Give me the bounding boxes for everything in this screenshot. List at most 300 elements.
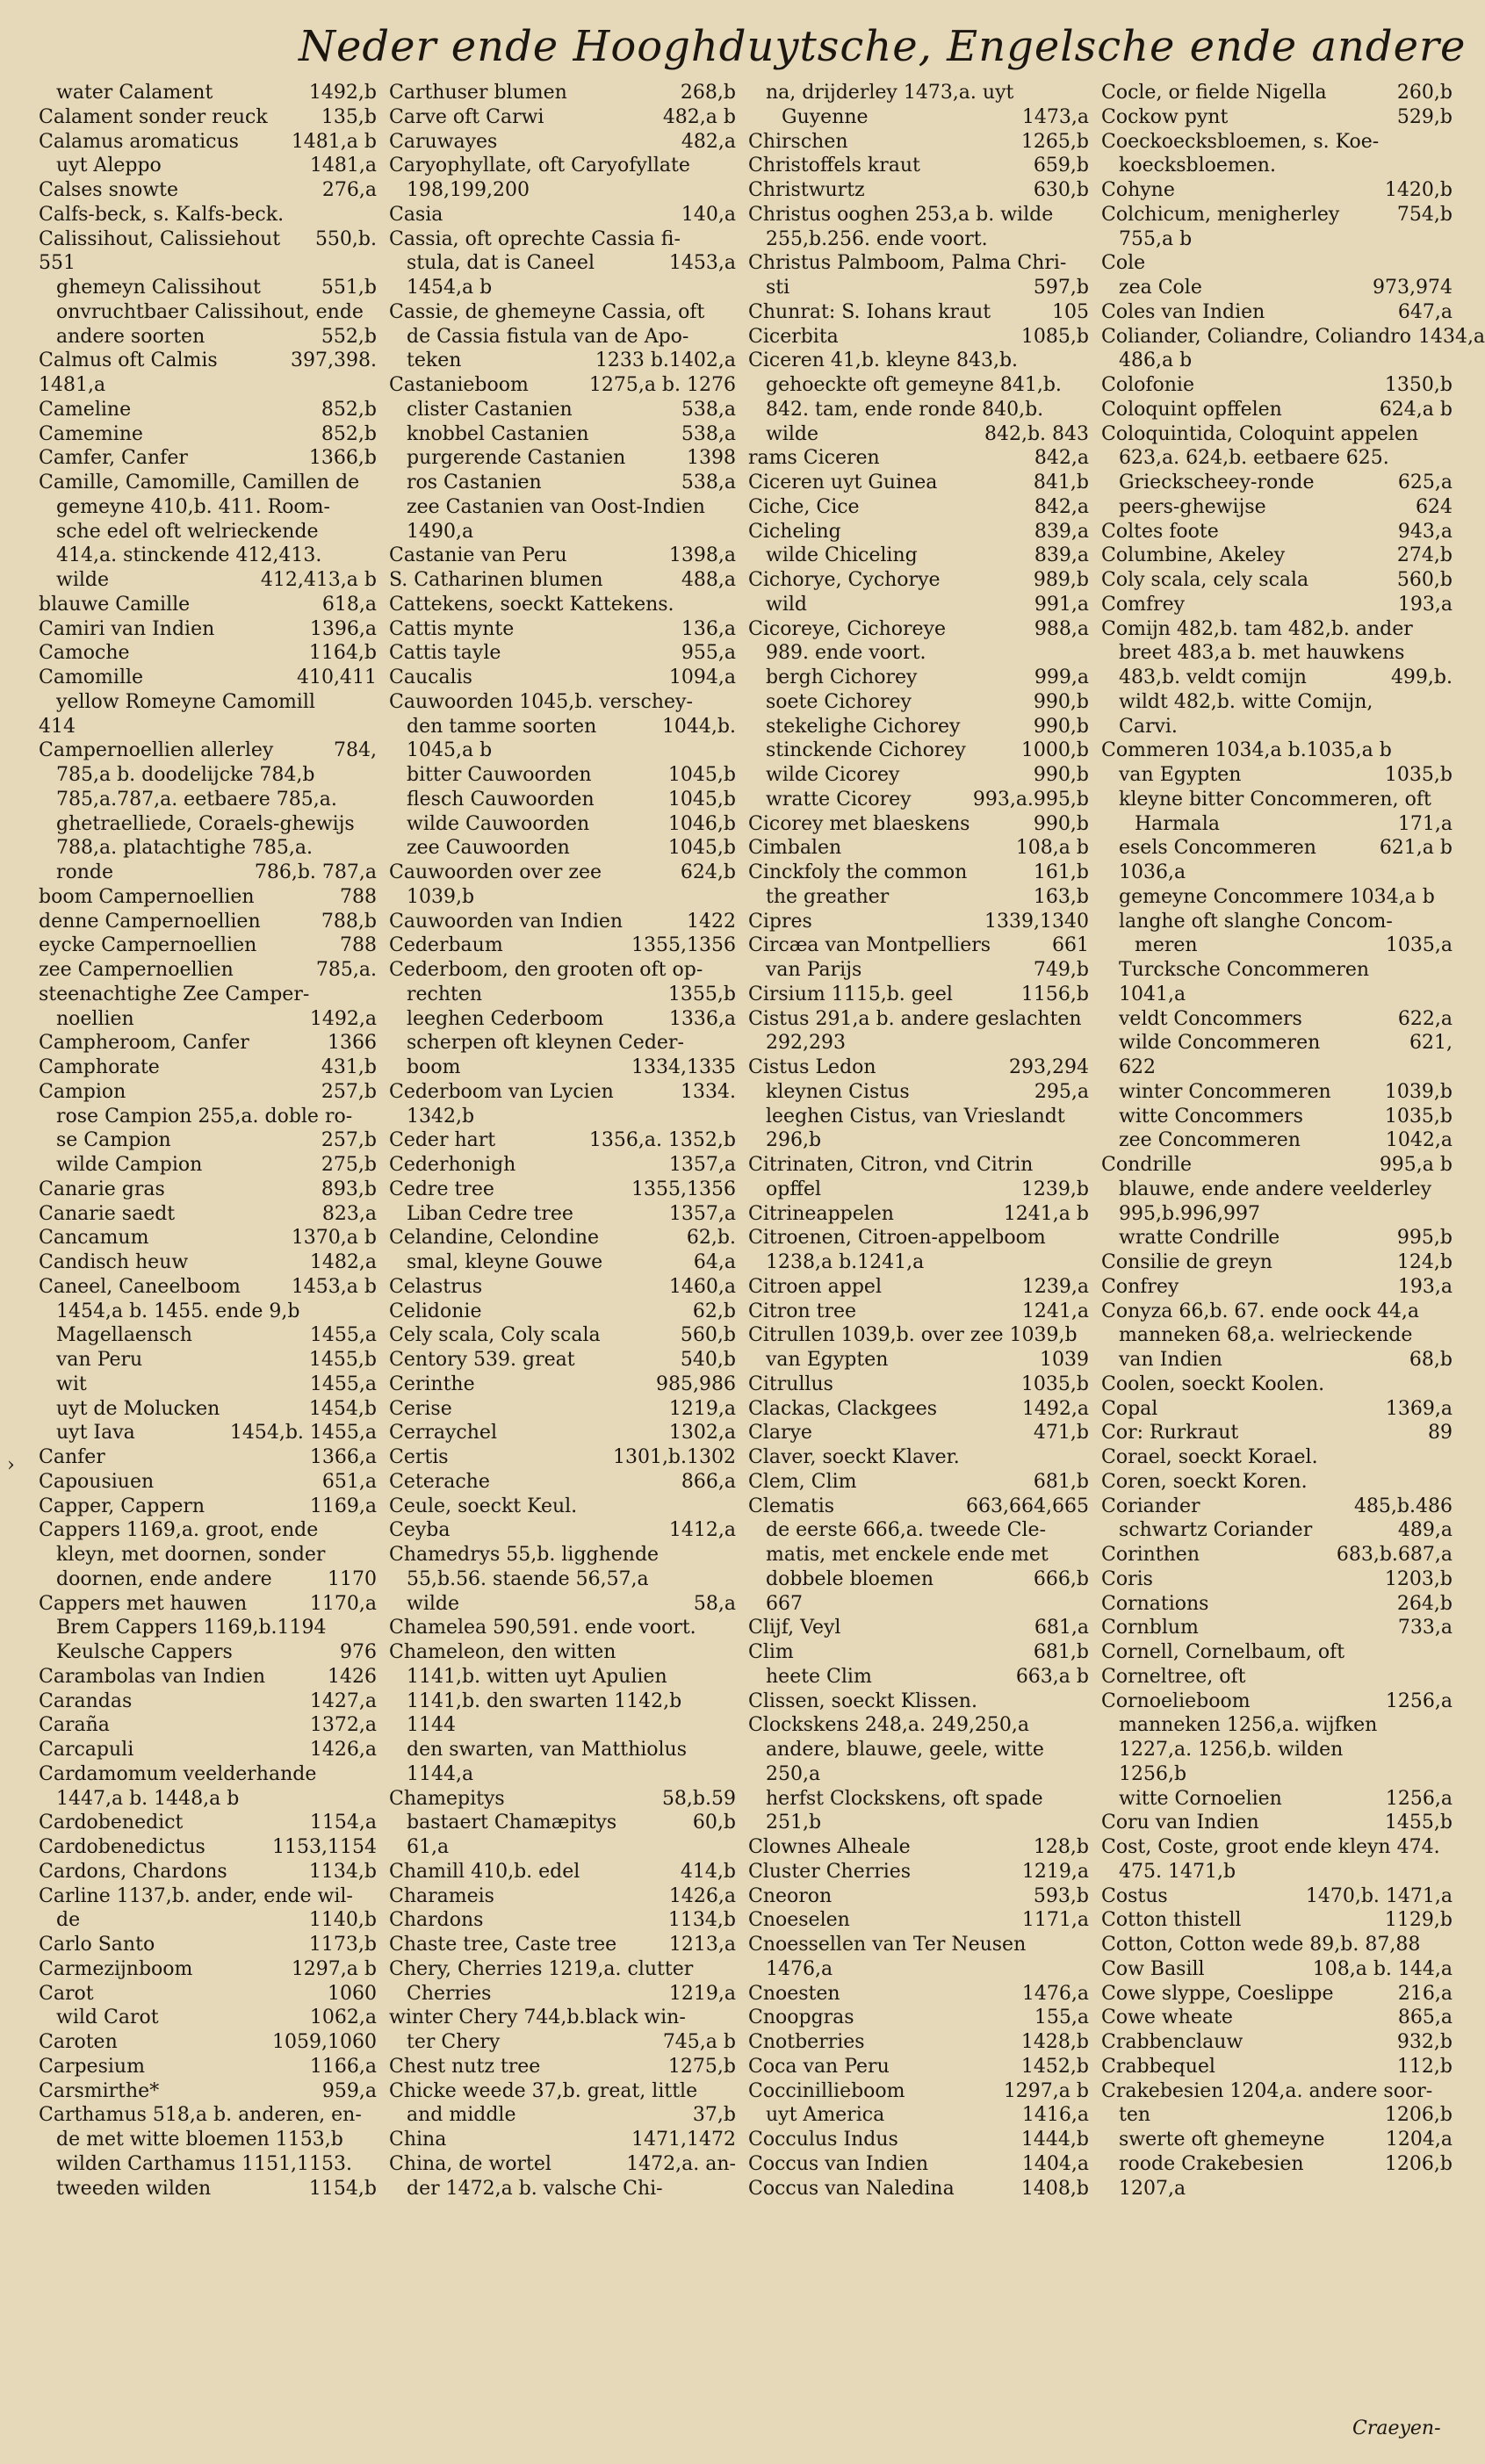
entry-term: S. Catharinen blumen xyxy=(389,569,603,591)
index-entry xyxy=(39,1787,377,1812)
index-entry xyxy=(748,2103,1089,2128)
entry-term: Corinthen xyxy=(1101,1544,1200,1566)
entry-page-ref: 865,a xyxy=(1397,2007,1453,2029)
index-entry xyxy=(1101,105,1453,130)
entry-term: purgerende Castanien xyxy=(407,447,626,470)
entry-page-ref: 659,b xyxy=(1033,155,1089,177)
entry-page-ref: 1241,a b xyxy=(1003,1202,1089,1225)
index-entry xyxy=(39,446,377,471)
entry-term: Christus Palmboom, Palma Chri- xyxy=(748,252,1067,275)
entry-page-ref: 257,b xyxy=(321,1080,377,1103)
index-entry xyxy=(1101,1250,1453,1275)
index-entry xyxy=(748,1884,1089,1909)
entry-term: 1454,a b xyxy=(407,277,493,299)
index-entry xyxy=(748,738,1089,763)
entry-page-ref: 973,974 xyxy=(1373,277,1453,299)
entry-page-ref: 1355,1356 xyxy=(631,1178,736,1200)
entry-term: Clem, Clim xyxy=(748,1470,857,1493)
entry-term: Keulsche Cappers xyxy=(56,1641,233,1663)
index-entry xyxy=(748,1689,1089,1714)
index-entry xyxy=(39,690,377,715)
entry-page-ref: 58,a xyxy=(693,1592,736,1615)
index-entry xyxy=(389,227,736,252)
entry-term: wilde Cicorey xyxy=(766,764,900,786)
entry-term: Cistus Ledon xyxy=(748,1056,876,1078)
entry-term: 296,b xyxy=(766,1129,822,1152)
entry-term: Chamelea 590,591. ende voort. xyxy=(389,1617,696,1639)
entry-page-ref: 618,a xyxy=(321,593,377,616)
index-entry xyxy=(1101,1665,1453,1689)
entry-term: na, drijderley 1473,a. uyt xyxy=(766,82,1014,104)
index-entry xyxy=(389,154,736,178)
entry-page-ref: 1420,b xyxy=(1384,179,1453,201)
entry-term: scherpen oft kleynen Ceder- xyxy=(407,1032,684,1055)
entry-page-ref: 893,b xyxy=(321,1178,377,1200)
entry-term: Campernoellien allerley xyxy=(39,739,274,762)
entry-page-ref: 1153,1154 xyxy=(272,1836,377,1858)
entry-term: Chamill 410,b. edel xyxy=(389,1860,580,1883)
entry-page-ref: 1455,a xyxy=(309,1324,377,1347)
entry-term: Cedre tree xyxy=(389,1178,494,1200)
entry-term: 785,a b. doodelijcke 784,b xyxy=(56,764,315,786)
entry-term: leeghen Cistus, van Vrieslandt xyxy=(766,1105,1065,1128)
entry-page-ref: 1156,b xyxy=(1020,983,1089,1005)
index-entry xyxy=(389,1202,736,1227)
index-entry xyxy=(389,1689,736,1714)
entry-term: 1141,b. witten uyt Apulien xyxy=(407,1665,667,1688)
entry-term: denne Campernoellien xyxy=(39,910,261,933)
index-entry xyxy=(389,130,736,155)
entry-term: van Peru xyxy=(56,1349,143,1371)
index-entry xyxy=(748,1275,1089,1300)
entry-term: Carthamus 518,a b. anderen, en- xyxy=(39,2104,362,2127)
index-entry xyxy=(748,910,1089,934)
index-entry xyxy=(1101,1323,1453,1348)
entry-term: 622 xyxy=(1119,1056,1156,1078)
entry-term: 623,a. 624,b. eetbaere 625. xyxy=(1119,447,1389,470)
entry-term: Cardobenedictus xyxy=(39,1836,205,1858)
index-entry xyxy=(748,568,1089,593)
catchword: Craeyen- xyxy=(1352,2417,1441,2439)
index-entry xyxy=(748,1421,1089,1445)
entry-page-ref: 1366,a xyxy=(309,1446,377,1468)
index-entry xyxy=(1101,1592,1453,1617)
entry-page-ref: 1035,b xyxy=(1384,1105,1453,1128)
entry-page-ref: 1000,b xyxy=(1020,739,1089,762)
entry-page-ref: 839,a xyxy=(1034,544,1089,567)
index-entry xyxy=(39,2103,377,2128)
index-entry xyxy=(389,715,736,739)
entry-term: Ciceren uyt Guinea xyxy=(748,472,938,494)
index-entry xyxy=(748,1055,1089,1080)
index-entry xyxy=(748,958,1089,983)
index-entry xyxy=(389,1665,736,1689)
index-entry xyxy=(389,641,736,666)
entry-page-ref: 823,a xyxy=(321,1202,377,1225)
entry-term: se Campion xyxy=(56,1129,171,1152)
entry-page-ref: 538,a xyxy=(681,398,736,421)
entry-page-ref: 624,b xyxy=(680,861,736,883)
entry-page-ref: 1171,a xyxy=(1021,1909,1089,1932)
index-entry xyxy=(1101,1884,1453,1909)
index-entry xyxy=(1101,1105,1453,1129)
index-entry xyxy=(39,300,377,325)
entry-page-ref: 1059,1060 xyxy=(272,2031,377,2053)
entry-page-ref: 1275,b xyxy=(667,2055,736,2078)
index-entry xyxy=(39,373,377,398)
index-entry xyxy=(389,983,736,1007)
index-entry xyxy=(389,398,736,422)
index-entry xyxy=(39,933,377,958)
entry-term: Cornell, Cornelbaum, oft xyxy=(1101,1641,1345,1663)
entry-page-ref: 37,b xyxy=(692,2104,736,2127)
entry-term: 995,b.996,997 xyxy=(1119,1202,1261,1225)
entry-term: Citron tree xyxy=(748,1300,857,1322)
index-entry xyxy=(1101,1226,1453,1250)
entry-page-ref: 1453,a xyxy=(668,252,736,275)
index-entry xyxy=(389,2030,736,2055)
index-entry xyxy=(39,1640,377,1665)
index-entry xyxy=(389,788,736,812)
entry-term: Coltes foote xyxy=(1101,520,1219,543)
entry-page-ref: 538,a xyxy=(681,422,736,445)
index-entry xyxy=(1101,1860,1453,1884)
entry-page-ref: 1422 xyxy=(687,910,736,933)
entry-term: Citrineappelen xyxy=(748,1202,894,1225)
index-entry xyxy=(389,446,736,471)
entry-page-ref: 68,b xyxy=(1409,1349,1453,1371)
entry-term: de Cassia fistula van de Apo- xyxy=(407,325,689,348)
entry-page-ref: 60,b xyxy=(692,1812,736,1834)
index-entry xyxy=(389,1762,736,1787)
index-entry xyxy=(389,690,736,715)
entry-term: Castanieboom xyxy=(389,374,529,396)
entry-page-ref: 842,a xyxy=(1034,495,1089,518)
entry-page-ref: 647,a xyxy=(1397,300,1453,323)
entry-term: Clijf, Veyl xyxy=(748,1617,841,1639)
entry-page-ref: 1154,a xyxy=(309,1812,377,1834)
index-entry xyxy=(39,178,377,203)
entry-term: zee Campernoellien xyxy=(39,959,234,981)
entry-page-ref: 955,a xyxy=(681,642,736,665)
entry-page-ref: 1460,a xyxy=(668,1275,736,1298)
entry-page-ref: 624,a b xyxy=(1379,398,1453,421)
entry-term: Cnoopgras xyxy=(748,2007,854,2029)
entry-term: 755,a b xyxy=(1119,227,1193,250)
margin-mark: › xyxy=(7,1454,15,1476)
index-entry xyxy=(389,617,736,642)
entry-term: Crabbequel xyxy=(1101,2055,1215,2078)
entry-page-ref: 785,a. xyxy=(315,959,377,981)
entry-term: 1045,a b xyxy=(407,739,493,762)
entry-term: van Egypten xyxy=(766,1349,889,1371)
index-entry xyxy=(748,885,1089,910)
entry-page-ref: 431,b xyxy=(321,1056,377,1078)
entry-term: clister Castanien xyxy=(407,398,573,421)
index-entry xyxy=(39,1860,377,1884)
index-entry xyxy=(748,373,1089,398)
index-entry xyxy=(1101,788,1453,812)
index-entry xyxy=(39,349,377,373)
entry-term: Cherries xyxy=(407,1982,492,2005)
index-entry xyxy=(748,1665,1089,1689)
index-entry xyxy=(389,544,736,568)
entry-term: Crabbenclauw xyxy=(1101,2031,1244,2053)
entry-page-ref: 651,a xyxy=(321,1470,377,1493)
entry-term: Clim xyxy=(748,1641,794,1663)
entry-term: 1207,a xyxy=(1119,2177,1186,2200)
index-entry xyxy=(39,861,377,885)
entry-term: 1144 xyxy=(407,1714,456,1737)
index-entry xyxy=(1101,958,1453,983)
entry-term: flesch Cauwoorden xyxy=(407,788,595,811)
entry-page-ref: 989,b xyxy=(1033,569,1089,591)
entry-page-ref: 745,a b xyxy=(662,2031,736,2053)
index-entry xyxy=(748,1738,1089,1762)
index-entry xyxy=(389,1957,736,1982)
entry-term: 1141,b. den swarten 1142,b xyxy=(407,1689,682,1712)
entry-page-ref: 1455,b xyxy=(308,1349,377,1371)
entry-page-ref: 1426 xyxy=(328,1665,377,1688)
entry-term: Campion xyxy=(39,1080,126,1103)
index-entry xyxy=(39,1689,377,1714)
entry-term: Clownes Alheale xyxy=(748,1836,911,1858)
index-entry xyxy=(389,593,736,617)
entry-page-ref: 62,b. xyxy=(686,1227,736,1250)
index-entry xyxy=(748,1153,1089,1178)
index-entry xyxy=(39,1957,377,1982)
index-entry xyxy=(389,81,736,105)
entry-term: Chaste tree, Caste tree xyxy=(389,1934,617,1956)
entry-term: Grieckscheey-ronde xyxy=(1119,472,1315,494)
index-entry xyxy=(39,1007,377,1032)
entry-page-ref: 1035,a xyxy=(1385,934,1453,957)
index-entry xyxy=(748,1445,1089,1470)
entry-term: Castanie van Peru xyxy=(389,544,567,567)
index-entry xyxy=(1101,1080,1453,1105)
index-entry xyxy=(39,130,377,155)
entry-term: Cohyne xyxy=(1101,179,1175,201)
index-entry xyxy=(1101,325,1485,349)
entry-term: Cornoelieboom xyxy=(1101,1689,1251,1712)
index-entry xyxy=(39,1762,377,1787)
entry-page-ref: 551,b xyxy=(321,277,377,299)
index-entry xyxy=(39,1153,377,1178)
index-entry xyxy=(1101,300,1453,325)
entry-term: Canarie saedt xyxy=(39,1202,176,1225)
entry-term: Cattis mynte xyxy=(389,617,515,640)
entry-term: eycke Campernoellien xyxy=(39,934,257,957)
index-entry xyxy=(748,154,1089,178)
index-entry xyxy=(39,1543,377,1567)
entry-page-ref: 482,a xyxy=(681,130,736,153)
entry-term: Coeckoecksbloemen, s. Koe- xyxy=(1101,130,1380,153)
entry-term: sche edel oft welrieckende xyxy=(56,520,319,543)
entry-page-ref: 788,b xyxy=(321,910,377,933)
entry-page-ref: 1233 b.1402,a xyxy=(595,349,736,372)
entry-page-ref: 1427,a xyxy=(309,1689,377,1712)
index-entry xyxy=(748,788,1089,812)
index-entry xyxy=(389,325,736,349)
index-entry xyxy=(748,1250,1089,1275)
entry-page-ref: 1472,a. an- xyxy=(626,2152,736,2175)
entry-term: Citroenen, Citroen-appelboom xyxy=(748,1227,1046,1250)
index-entry xyxy=(1101,1007,1453,1032)
index-entry xyxy=(1101,1470,1453,1495)
index-entry xyxy=(389,933,736,958)
index-entry xyxy=(748,325,1089,349)
entry-term: roode Crakebesien xyxy=(1119,2152,1304,2175)
index-entry xyxy=(39,1908,377,1933)
entry-term: Calses snowte xyxy=(39,179,178,201)
entry-page-ref: 1170,a xyxy=(309,1592,377,1615)
index-entry xyxy=(748,349,1089,373)
index-entry xyxy=(389,300,736,325)
entry-page-ref: 1370,a b xyxy=(291,1227,377,1250)
entry-page-ref: 295,a xyxy=(1034,1080,1089,1103)
entry-page-ref: 842,a xyxy=(1034,447,1089,470)
index-entry xyxy=(389,1421,736,1445)
entry-page-ref: 990,b xyxy=(1033,764,1089,786)
index-entry xyxy=(748,2177,1089,2201)
entry-page-ref: 754,b xyxy=(1396,203,1453,226)
entry-page-ref: 1035,b xyxy=(1020,1372,1089,1395)
entry-term: Calament sonder reuck xyxy=(39,105,268,128)
index-entry xyxy=(389,1031,736,1055)
entry-page-ref: 866,a xyxy=(681,1470,736,1493)
index-entry xyxy=(389,738,736,763)
index-entry xyxy=(748,471,1089,495)
index-entry xyxy=(39,1323,377,1348)
index-entry xyxy=(1101,641,1453,666)
entry-term: yellow Romeyne Camomill xyxy=(56,690,315,713)
entry-term: wit xyxy=(56,1372,87,1395)
entry-term: Carot xyxy=(39,1982,94,2005)
entry-term: 1256,b xyxy=(1119,1762,1187,1785)
entry-page-ref: 105 xyxy=(1052,300,1089,323)
entry-page-ref: 540,b xyxy=(680,1349,736,1371)
entry-term: bitter Cauwoorden xyxy=(407,764,592,786)
entry-term: ghemeyn Calissihout xyxy=(56,277,261,299)
entry-term: Cipres xyxy=(748,910,812,933)
entry-page-ref: 1039,b xyxy=(1384,1080,1453,1103)
index-column-2 xyxy=(389,81,736,2408)
entry-term: ghetraelliede, Coraels-ghewijs xyxy=(56,812,355,835)
index-entry xyxy=(748,1397,1089,1422)
entry-term: Comijn 482,b. tam 482,b. ander xyxy=(1101,617,1413,640)
entry-term: Camiri van Indien xyxy=(39,617,215,640)
entry-term: Chardons xyxy=(389,1909,484,1932)
entry-page-ref: 1301,b.1302 xyxy=(612,1446,736,1468)
entry-term: dobbele bloemen xyxy=(766,1567,934,1590)
index-entry xyxy=(389,1495,736,1519)
index-entry xyxy=(389,1860,736,1884)
index-entry xyxy=(39,738,377,763)
entry-page-ref: 1396,a xyxy=(309,617,377,640)
entry-page-ref: 666,b xyxy=(1033,1567,1089,1590)
entry-term: Carmezijnboom xyxy=(39,1957,193,1980)
entry-page-ref: 550,b. xyxy=(314,227,377,250)
entry-term: Commeren 1034,a b.1035,a b xyxy=(1101,739,1392,762)
entry-page-ref: 1434,a xyxy=(1417,325,1485,348)
entry-term: Cockow pynt xyxy=(1101,105,1229,128)
entry-term: Cicorey met blaeskens xyxy=(748,812,970,835)
index-entry xyxy=(39,1031,377,1055)
index-entry xyxy=(1101,495,1453,520)
index-entry xyxy=(748,1982,1089,2007)
index-entry xyxy=(39,203,377,227)
entry-term: Candisch heuw xyxy=(39,1251,189,1273)
entry-page-ref: 128,b xyxy=(1033,1836,1089,1858)
entry-page-ref: 260,b xyxy=(1396,82,1453,104)
entry-term: Coca van Peru xyxy=(748,2055,890,2078)
entry-page-ref: 264,b xyxy=(1396,1592,1453,1615)
entry-term: Caucalis xyxy=(389,666,472,688)
index-entry xyxy=(748,422,1089,447)
entry-term: 785,a.787,a. eetbaere 785,a. xyxy=(56,788,337,811)
entry-term: China, de wortel xyxy=(389,2152,551,2175)
index-entry xyxy=(1101,1908,1453,1933)
index-entry xyxy=(39,520,377,544)
index-entry xyxy=(748,1616,1089,1640)
entry-term: Coloquint opffelen xyxy=(1101,398,1282,421)
index-entry xyxy=(748,1713,1089,1738)
entry-term: Caneel, Caneelboom xyxy=(39,1275,241,1298)
entry-term: Camemine xyxy=(39,422,143,445)
entry-term: Chameleon, den witten xyxy=(389,1641,616,1663)
entry-term: Carline 1137,b. ander, ende wil- xyxy=(39,1884,353,1907)
entry-term: wratte Cicorey xyxy=(766,788,912,811)
index-entry xyxy=(39,1738,377,1762)
entry-term: zee Castanien van Oost-Indien xyxy=(407,495,705,518)
index-entry xyxy=(1101,544,1453,568)
entry-term: peers-ghewijse xyxy=(1119,495,1266,518)
index-entry xyxy=(39,763,377,788)
entry-page-ref: 1275,a b. 1276 xyxy=(588,374,736,396)
entry-term: Cinckfoly the common xyxy=(748,861,968,883)
entry-page-ref: 839,a xyxy=(1034,520,1089,543)
entry-page-ref: 1481,a xyxy=(309,155,377,177)
entry-term: breet 483,a b. met hauwkens xyxy=(1119,642,1405,665)
entry-page-ref: 625,a xyxy=(1397,472,1453,494)
entry-term: van Indien xyxy=(1119,1349,1222,1371)
index-entry xyxy=(748,1908,1089,1933)
entry-term: the greather xyxy=(766,885,890,908)
index-entry xyxy=(748,2055,1089,2079)
entry-page-ref: 624 xyxy=(1416,495,1453,518)
entry-term: de xyxy=(56,1909,81,1932)
entry-term: 1454,a b. 1455. ende 9,b xyxy=(56,1300,300,1322)
entry-term: Costus xyxy=(1101,1884,1168,1907)
entry-term: Cotton thistell xyxy=(1101,1909,1242,1932)
entry-term: Centory 539. great xyxy=(389,1349,575,1371)
index-entry xyxy=(748,2128,1089,2152)
entry-page-ref: 1452,b xyxy=(1020,2055,1089,2078)
entry-page-ref: 1169,a xyxy=(309,1495,377,1517)
entry-page-ref: 1455,a xyxy=(309,1372,377,1395)
entry-page-ref: 1170 xyxy=(328,1567,377,1590)
index-entry xyxy=(748,1860,1089,1884)
index-entry xyxy=(748,836,1089,861)
index-entry xyxy=(389,1372,736,1397)
entry-page-ref: 1481,a b xyxy=(291,130,377,153)
entry-term: Coccus van Naledina xyxy=(748,2177,955,2200)
entry-term: Cappers 1169,a. groot, ende xyxy=(39,1519,319,1542)
entry-term: Clarye xyxy=(748,1422,812,1445)
index-entry xyxy=(748,1835,1089,1860)
index-entry xyxy=(39,1421,377,1445)
entry-term: 61,a xyxy=(407,1836,450,1858)
